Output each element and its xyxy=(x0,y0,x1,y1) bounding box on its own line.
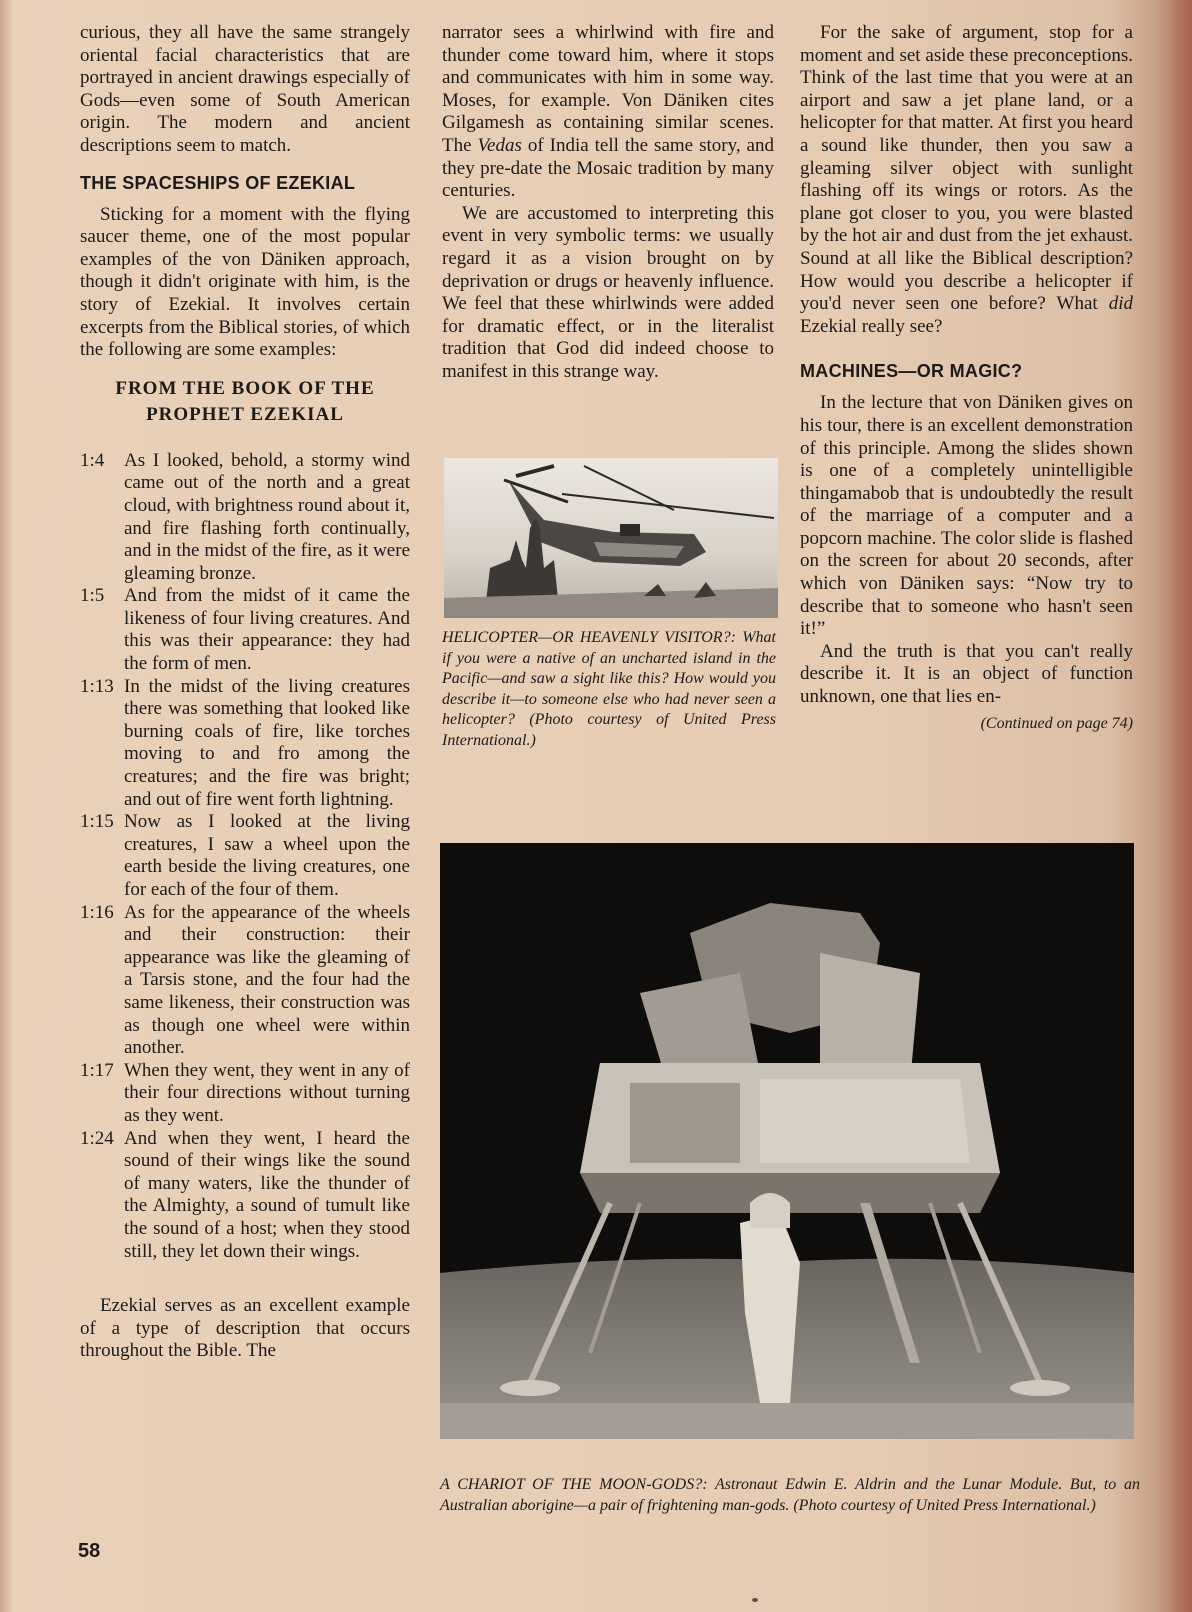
helicopter-photo xyxy=(444,458,778,618)
helicopter-image xyxy=(444,458,778,618)
verse-number: 1:15 xyxy=(80,811,114,833)
verse-text: And from the midst of it came the likeness of four living creatures. And this was their appearance: they had the form of men. xyxy=(124,585,410,675)
paragraph-sticking: Sticking for a moment with the flying saucer theme, one of the most popular examples of the von Däniken approach, though it didn't originate with him, is the story of Ezekial. It involves certain excerpts from the Biblical stories, of which the following are some examples: xyxy=(80,203,410,361)
verse-item xyxy=(80,1128,410,1264)
argument-did: did xyxy=(1108,293,1133,315)
paragraph-truth: And the truth is that you can't really describe it. It is an object of function unknown, one that lies en- xyxy=(800,640,1133,708)
paragraph-ezekial-example: Ezekial serves as an excellent example of a type of description that occurs throughout the Bible. The xyxy=(80,1295,410,1362)
column-2 xyxy=(442,22,774,384)
verse-item xyxy=(80,585,410,675)
lunar-module-caption: A CHARIOT OF THE MOON-GODS?: Astronaut Edwin E. Aldrin and the Lunar Module. But, to an Australian aborigine—a pair of frightening man-gods. (Photo courtesy of United Press International.) xyxy=(440,1476,1140,1514)
paragraph-lecture: In the lecture that von Däniken gives on his tour, there is an excellent demonstration of this principle. Among the slides shown is one of a completely unintelligible thingamabob that is undoubtedly the result of the marriage of a computer and a popcorn machine. The color slide is flashed on the screen for about 20 seconds, after which von Däniken says: “Now try to describe that to someone who hasn't seen it!” xyxy=(800,392,1133,640)
verse-text: When they went, they went in any of their four directions without turning as they went. xyxy=(124,1059,410,1126)
lunar-module-image xyxy=(440,843,1134,1439)
verse-text: As for the appearance of the wheels and their construction: their appearance was like the gleaming of a Tarsis stone, and the four had the same likeness, their construction was as though one wheel were within another. xyxy=(124,901,410,1059)
verse-number: 1:17 xyxy=(80,1059,114,1081)
column-3 xyxy=(800,22,1133,735)
helicopter-caption: HELICOPTER—OR HEAVENLY VISITOR?: What if you were a native of an uncharted island in the Pacific—and saw a sight like this? How would you describe it—to someone else who had never seen a helicopter? (Photo courtesy of United Press International.) xyxy=(442,629,776,749)
ink-speck xyxy=(752,1598,758,1602)
verse-number: 1:5 xyxy=(80,585,105,607)
verse-item xyxy=(80,1060,410,1128)
heading-machines-or-magic: MACHINES—OR MAGIC? xyxy=(800,361,1023,382)
narrator-vedas: Vedas xyxy=(477,134,522,156)
argument-text-a: For the sake of argument, stop for a moment and set aside these preconceptions. Think of the last time that you were at an airport and saw a jet plane land, or a helicopter for that matter. At first you heard a sound like thunder, then you saw a gleaming silver object with sunlight flashing off its wings or rotors. As the plane got closer to you, you were blasted by the hot air and dust from the jet exhaust. Sound at all like the Biblical description? How would you describe a helicopter if you'd never seen one before? What xyxy=(800,22,1133,315)
heading-spaceships-of-ezekial: THE SPACESHIPS OF EZEKIAL xyxy=(80,172,356,193)
lunar-module-photo xyxy=(440,843,1134,1439)
argument-text-b: Ezekial really see? xyxy=(800,315,943,337)
paragraph-intro: curious, they all have the same strangely oriental facial characteristics that are portrayed in ancient drawings especially of Gods—even some of South American origin. The modern and ancient descriptions seem to match. xyxy=(80,22,410,156)
column-1 xyxy=(80,22,410,1363)
verse-list xyxy=(80,450,410,1263)
page-number: 58 xyxy=(78,1540,101,1562)
page-gutter-shadow xyxy=(0,0,14,1612)
heading-book-line-1: FROM THE BOOK OF THE xyxy=(115,377,375,399)
verse-number: 1:13 xyxy=(80,675,114,697)
paragraph-narrator xyxy=(442,22,774,203)
paragraph-accustomed: We are accustomed to interpreting this event in very symbolic terms: we usually regard it as a vision brought on by deprivation or drugs or heavenly influence. We feel that these whirlwinds were added for dramatic effect, or in the literalist tradition that God did indeed choose to manifest in this strange way. xyxy=(442,202,774,382)
verse-number: 1:24 xyxy=(80,1127,114,1149)
narrator-text-b: of India tell the same story, and they pre-date the Mosaic tradition by many centuries. xyxy=(442,134,774,202)
verse-item xyxy=(80,450,410,586)
heading-book-of-ezekial xyxy=(80,376,410,428)
verse-text: Now as I looked at the living creatures, I saw a wheel upon the earth beside the living creatures, one for each of the four of them. xyxy=(124,811,410,900)
heading-book-line-2: PROPHET EZEKIAL xyxy=(146,403,344,425)
verse-item xyxy=(80,676,410,812)
paragraph-argument xyxy=(800,22,1133,338)
continued-on-page: (Continued on page 74) xyxy=(980,714,1133,732)
narrator-text-a: narrator sees a whirlwind with fire and thunder come toward him, where it stops and communicates with him in some way. Moses, for example. Von Däniken cites Gilgamesh as containing similar scenes. The xyxy=(442,22,774,156)
verse-text: As I looked, behold, a stormy wind came out of the north and a great cloud, with brightness round about it, and fire flashing forth continually, and in the midst of the fire, as it were gleaming bronze. xyxy=(124,449,410,584)
verse-text: In the midst of the living creatures there was something that looked like burning coals of fire, like torches moving to and fro among the creatures; and the fire was bright; and out of fire went forth lightning. xyxy=(124,675,410,810)
verse-number: 1:16 xyxy=(80,901,114,923)
verse-item xyxy=(80,902,410,1060)
verse-text: And when they went, I heard the sound of their wings like the sound of many waters, like the thunder of the Almighty, a sound of tumult like the sound of a host; when they stood still, they let down their wings. xyxy=(124,1127,410,1262)
verse-number: 1:4 xyxy=(80,449,105,471)
verse-item xyxy=(80,811,410,901)
